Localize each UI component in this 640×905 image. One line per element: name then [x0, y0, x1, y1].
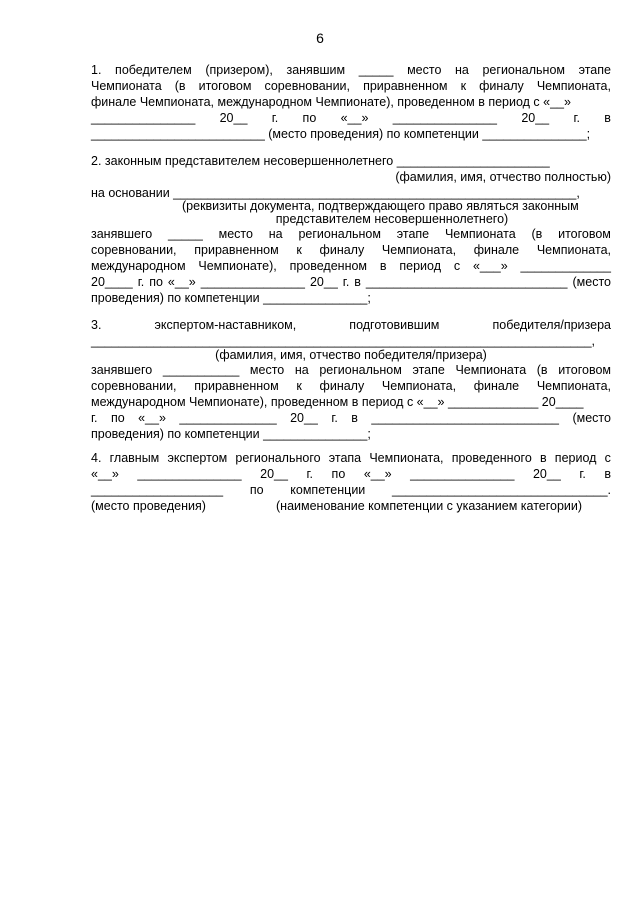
form-word: 1.: [91, 63, 102, 77]
form-word: в: [604, 111, 611, 125]
form-word: г.: [91, 411, 98, 425]
s3-line-8: проведения) по компетенции _______________;: [91, 427, 371, 441]
form-word: место: [407, 63, 442, 77]
form-word: период: [554, 451, 597, 465]
form-word: 4.: [91, 451, 102, 465]
form-word: _____________________________: [365, 275, 568, 289]
form-word: проведенном: [289, 259, 368, 273]
s4-line-2: [91, 467, 611, 482]
form-word: главным: [109, 451, 160, 465]
form-word: финале: [473, 379, 520, 393]
form-word: Чемпионата: [444, 227, 516, 241]
form-word: Чемпионата,: [381, 379, 457, 393]
form-word: _______________________________.: [392, 483, 611, 497]
form-word: финале: [473, 243, 520, 257]
form-word: (место: [572, 411, 611, 425]
form-word: в: [539, 451, 547, 465]
s3-line-5: [91, 379, 611, 394]
form-word: итоговом: [558, 363, 611, 377]
form-word: проведенного: [451, 451, 532, 465]
form-word: _________________________ (место проведения) по компетенции _______________;: [91, 127, 591, 141]
s4-caption-venue: (место проведения): [91, 499, 206, 513]
form-word: по: [331, 467, 346, 481]
form-word: по: [249, 483, 264, 497]
form-word: 20____: [91, 275, 133, 289]
form-word: этапе: [578, 63, 611, 77]
form-word: к: [296, 243, 302, 257]
s2-line-6: [91, 227, 611, 242]
page-number: 6: [316, 30, 324, 46]
s2-line-7: [91, 243, 611, 258]
form-word: с: [604, 451, 611, 465]
s2-caption-full-name: (фамилия, имя, отчество полностью): [395, 170, 611, 184]
form-word: Чемпионата: [91, 79, 162, 93]
s3-line-4: [91, 363, 611, 378]
form-word: 20__: [521, 111, 550, 125]
form-word: соревновании,: [91, 379, 177, 393]
form-word: место: [249, 363, 285, 377]
form-word: «___»: [472, 259, 508, 273]
form-word: приравненном: [194, 379, 279, 393]
form-word: региональном: [319, 363, 402, 377]
form-word: соревновании,: [264, 79, 351, 93]
s3-line-1: [91, 318, 611, 333]
form-word: _______________: [392, 111, 497, 125]
form-word: финалу: [319, 379, 365, 393]
s3-line-7: [91, 411, 611, 426]
form-word: в: [354, 275, 361, 289]
form-word: соревновании,: [91, 243, 177, 257]
form-word: «__»: [91, 467, 119, 481]
form-word: на: [455, 63, 469, 77]
form-word: приравненном: [194, 243, 279, 257]
form-word: (в: [536, 363, 548, 377]
form-word: в: [351, 411, 358, 425]
s1-line-1: [91, 63, 611, 78]
form-word: к: [460, 79, 467, 93]
form-word: экспертом-наставником,: [154, 318, 297, 332]
form-word: 20__: [309, 275, 338, 289]
form-word: Чемпионата,: [536, 243, 611, 257]
form-word: подготовившим: [349, 318, 440, 332]
form-word: период: [399, 259, 441, 273]
form-word: «__»: [363, 467, 392, 481]
s1-line-3: [91, 95, 611, 110]
form-word: финалу: [479, 79, 524, 93]
form-word: Чемпионата: [455, 363, 527, 377]
form-word: _____: [168, 227, 203, 241]
s4-caption-competence: (наименование компетенции с указанием категории): [276, 499, 583, 513]
form-word: этапа: [328, 451, 362, 465]
form-word: 20__: [260, 467, 288, 481]
form-word: ___________________________: [371, 411, 560, 425]
form-word: г.: [579, 467, 586, 481]
form-word: финале Чемпионата, международном Чемпионате), проведенном в период с «__»: [91, 95, 571, 109]
form-word: Чемпионата,: [536, 79, 611, 93]
s2-line-8: [91, 259, 611, 274]
form-word: _____: [358, 63, 394, 77]
form-word: финалу: [319, 243, 365, 257]
form-word: _______________: [410, 467, 515, 481]
form-word: (призером),: [205, 63, 273, 77]
s2-line-9: [91, 275, 611, 290]
s2-caption-representative: представителем несовершеннолетнего): [275, 212, 509, 226]
s1-line-2: [91, 79, 611, 94]
form-word: победителем: [115, 63, 192, 77]
form-word: международном Чемпионате), проведенном в период с «__» _____________ 20____: [91, 395, 584, 409]
form-word: экспертом: [167, 451, 228, 465]
form-word: занявшим: [286, 63, 346, 77]
form-word: Чемпионате),: [198, 259, 277, 273]
form-word: место: [218, 227, 253, 241]
s1-line-5: [91, 127, 611, 142]
form-word: по: [149, 275, 163, 289]
s3-line-6: [91, 395, 611, 410]
form-word: международном: [91, 259, 186, 273]
form-word: итоговом: [198, 79, 252, 93]
s3-caption-winner-name: (фамилия, имя, отчество победителя/призера): [215, 348, 487, 362]
form-word: _______________: [200, 275, 305, 289]
form-word: по: [110, 411, 125, 425]
form-word: г.: [271, 111, 279, 125]
form-word: г.: [137, 275, 145, 289]
form-word: на: [268, 227, 283, 241]
form-word: в: [379, 259, 387, 273]
s2-line-basis: на основании __________________________________________________________,: [91, 186, 580, 200]
form-word: (место: [572, 275, 611, 289]
form-word: занявшего: [91, 227, 153, 241]
form-word: на: [294, 363, 309, 377]
s3-line-2: ________________________________________________________________________,: [91, 334, 596, 348]
form-word: (в: [531, 227, 543, 241]
form-word: ______________: [179, 411, 277, 425]
form-word: _______________: [91, 111, 196, 125]
form-word: (в: [174, 79, 186, 93]
form-word: победителя/призера: [492, 318, 611, 332]
form-word: Чемпионата,: [536, 379, 611, 393]
form-word: «__»: [167, 275, 196, 289]
form-word: к: [296, 379, 302, 393]
s4-line-1: [91, 451, 611, 466]
form-word: приравненном: [363, 79, 448, 93]
form-word: Чемпионата,: [369, 451, 444, 465]
s2-caption-document: (реквизиты документа, подтверждающего право являться законным: [182, 199, 579, 213]
form-word: занявшего: [91, 363, 153, 377]
form-word: г.: [342, 275, 350, 289]
form-word: компетенции: [290, 483, 366, 497]
form-word: по: [302, 111, 317, 125]
form-word: «__»: [138, 411, 166, 425]
form-word: этапе: [412, 363, 445, 377]
form-word: г.: [331, 411, 338, 425]
form-word: 20__: [532, 467, 561, 481]
form-word: ___________________: [91, 483, 224, 497]
form-word: региональном: [482, 63, 565, 77]
form-word: Чемпионата,: [381, 243, 457, 257]
form-word: в: [604, 467, 611, 481]
form-word: _______________: [137, 467, 242, 481]
s2-line-1: 2. законным представителем несовершеннолетнего ______________________: [91, 154, 550, 168]
form-word: ___________: [162, 363, 240, 377]
form-word: регионального: [235, 451, 321, 465]
form-word: 3.: [91, 318, 102, 332]
form-word: г.: [306, 467, 314, 481]
form-word: _____________: [520, 259, 611, 273]
form-word: региональном: [298, 227, 381, 241]
form-word: г.: [573, 111, 580, 125]
form-word: с: [453, 259, 461, 273]
form-word: 20__: [290, 411, 318, 425]
form-word: «__»: [340, 111, 369, 125]
s1-line-4: [91, 111, 611, 126]
form-word: итоговом: [558, 227, 611, 241]
s4-line-3: [91, 483, 611, 498]
s2-line-10: проведения) по компетенции _______________;: [91, 291, 371, 305]
form-word: этапе: [396, 227, 430, 241]
form-word: 20__: [219, 111, 248, 125]
